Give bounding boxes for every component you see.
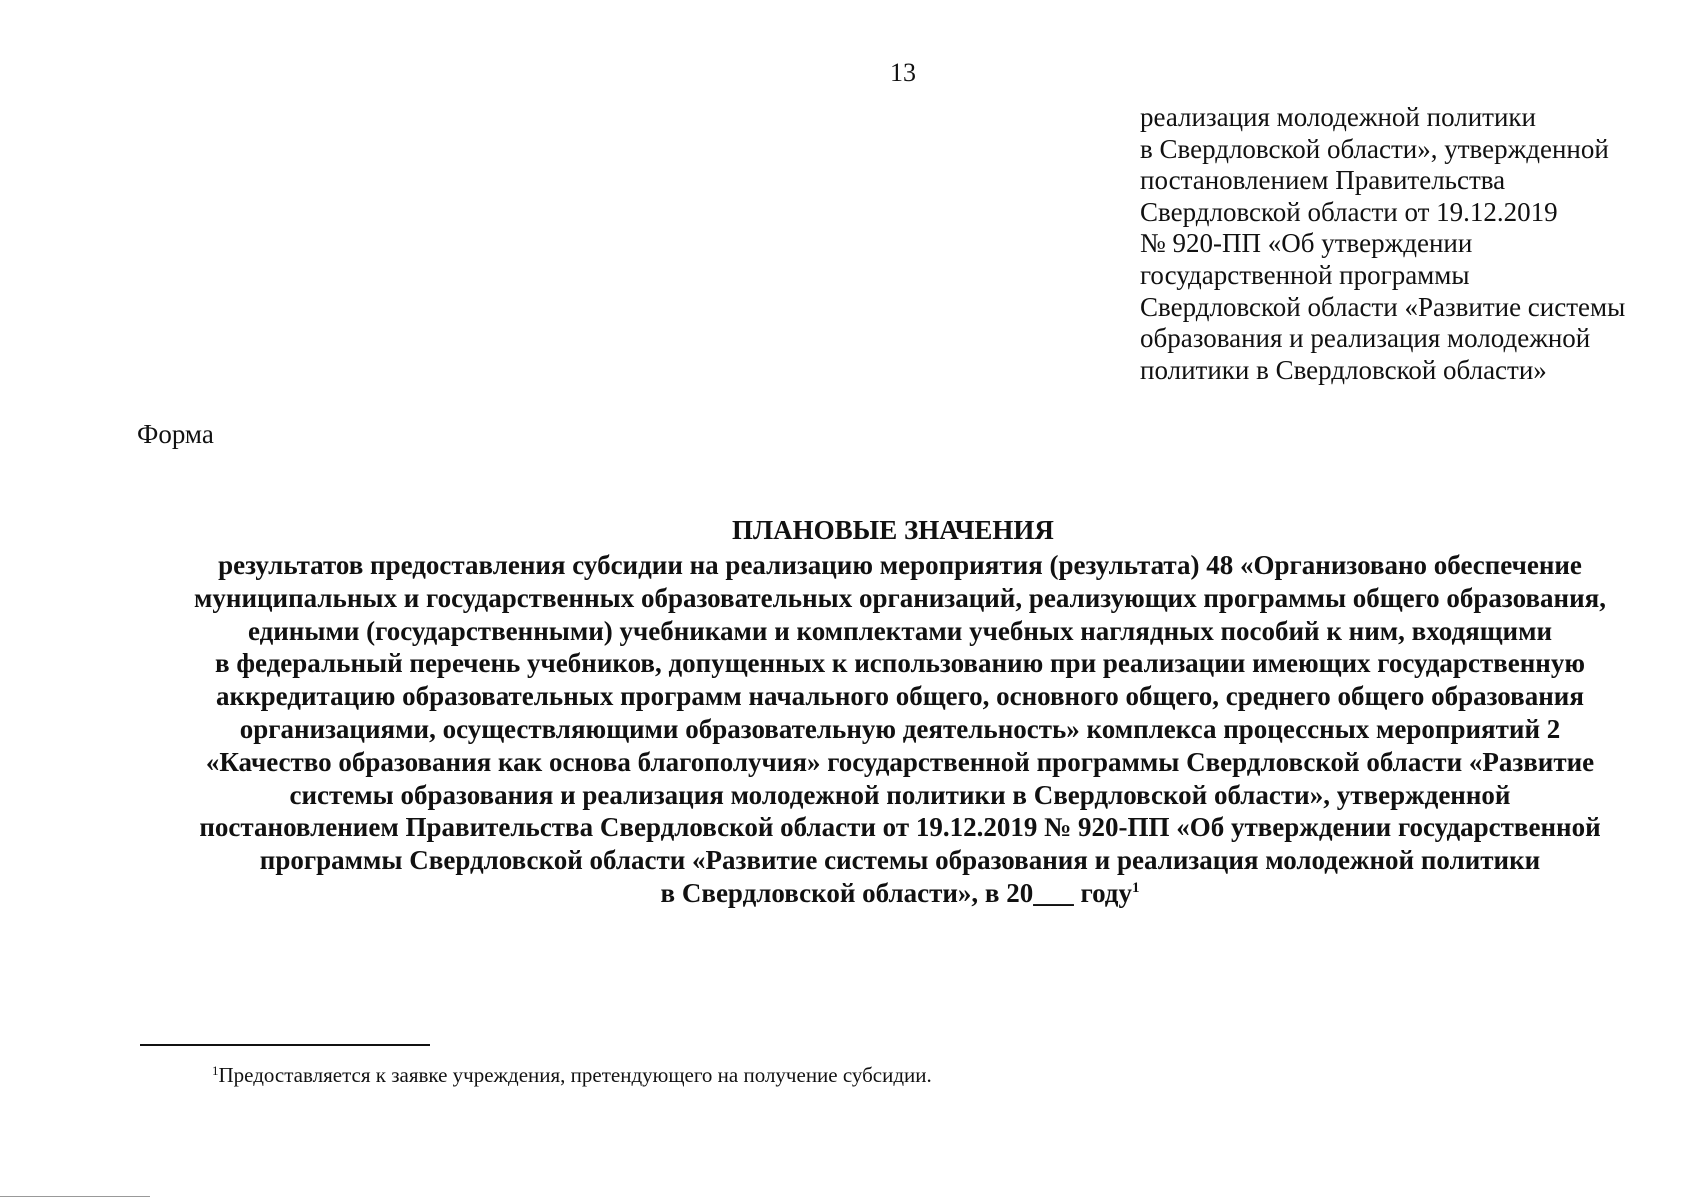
document-subtitle [120, 549, 1680, 910]
approval-line: Свердловской области от 19.12.2019 [1140, 196, 1558, 227]
footnote-reference: 1 [1131, 879, 1140, 896]
footnote-text: Предоставляется к заявке учреждения, претендующего на получение субсидии. [218, 1063, 932, 1087]
approval-line: в Свердловской области», утвержденной [1140, 133, 1609, 164]
footnote [212, 1062, 932, 1088]
approval-line: политики в Свердловской области» [1140, 354, 1547, 385]
approval-line: образования и реализация молодежной [1140, 323, 1591, 354]
approval-line: Свердловской области «Развитие системы [1140, 291, 1626, 322]
subtitle-line: едиными (государственными) учебниками и комплектами учебных наглядных пособий к ним, входящими [247, 615, 1553, 646]
subtitle-line: организациями, осуществляющими образовательную деятельность» комплекса процессных мероприятий 2 [239, 713, 1561, 744]
form-label: Форма [137, 419, 214, 449]
subtitle-last-line [120, 877, 1680, 910]
approval-line: постановлением Правительства [1140, 165, 1506, 196]
approval-reference-block [1140, 102, 1680, 386]
subtitle-line: системы образования и реализация молодежной политики в Свердловской области», утвержденной [289, 779, 1511, 810]
approval-line: государственной программы [1140, 259, 1470, 290]
subtitle-line-text: в Свердловской области», в 20___ году [660, 877, 1132, 908]
page-edge-line [0, 1196, 150, 1197]
subtitle-line: муниципальных и государственных образовательных организаций, реализующих программы общего образования, [194, 582, 1606, 613]
subtitle-line: аккредитацию образовательных программ начального общего, основного общего, среднего общего образования [216, 681, 1584, 712]
subtitle-line: результатов предоставления субсидии на реализацию мероприятия (результата) 48 «Организовано обеспечение [218, 550, 1582, 580]
subtitle-line: «Качество образования как основа благополучия» государственной программы Свердловской области «Развитие [205, 746, 1595, 777]
subtitle-line: постановлением Правительства Свердловской области от 19.12.2019 № 920-ПП «Об утверждении государственной [199, 812, 1601, 843]
approval-line: № 920-ПП «Об утверждении [1140, 228, 1473, 259]
subtitle-line: программы Свердловской области «Развитие системы образования и реализация молодежной политики [259, 845, 1541, 876]
footnote-separator [140, 1044, 430, 1046]
page-number: 13 [890, 58, 916, 87]
approval-line: реализация молодежной политики [1140, 102, 1536, 132]
subtitle-line: в федеральный перечень учебников, допущенных к использованию при реализации имеющих государственную [214, 648, 1585, 679]
document-title: ПЛАНОВЫЕ ЗНАЧЕНИЯ [732, 515, 1054, 545]
footnote-marker: 1 [212, 1063, 219, 1078]
